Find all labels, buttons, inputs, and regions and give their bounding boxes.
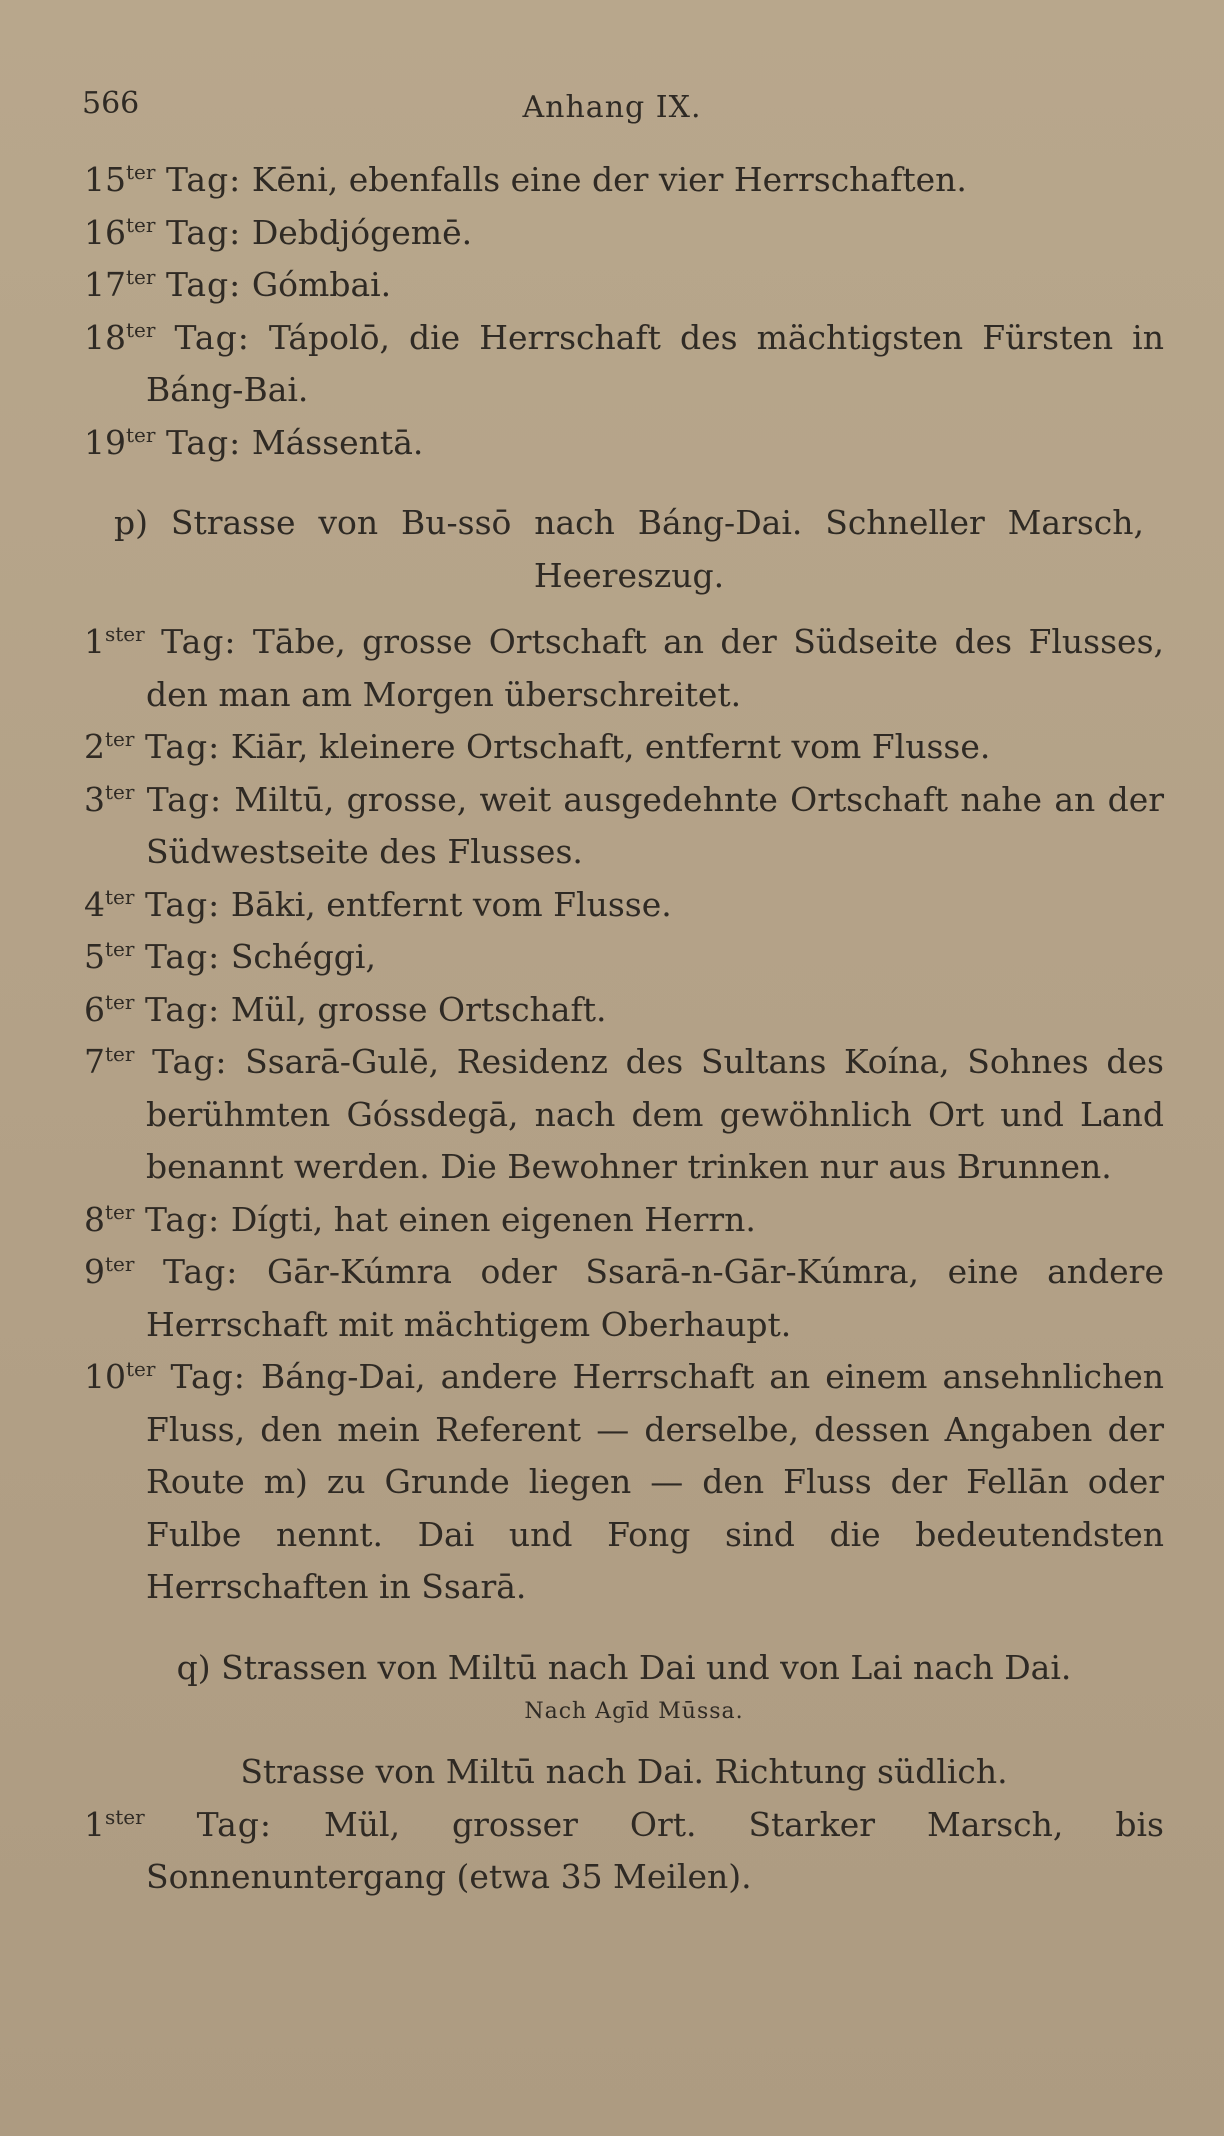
itinerary-entry [84,1351,1164,1614]
day-number: 1 [84,1804,105,1844]
page-body [84,154,1164,1904]
ordinal-suffix: ter [126,212,156,237]
itinerary-block-2 [84,616,1164,1614]
ordinal-suffix: ter [126,422,156,447]
entry-text: Dígti, hat einen eigenen Herrn. [230,1199,756,1239]
entry-text: Mássentā. [251,422,424,462]
page-header [0,86,1224,126]
entry-text: Gómbai. [251,265,392,304]
day-word: Tag: [196,1804,273,1844]
itinerary-entry [84,259,1164,312]
ordinal-suffix: ter [105,1042,135,1066]
day-word: Tag: [161,622,237,661]
day-word: Tag: [146,779,223,819]
entry-text: Bāki, entfernt vom Flusse. [230,884,672,924]
day-number: 1 [84,622,105,661]
day-label [84,990,220,1029]
entry-text: Tápolō, die Herrschaft des mächtigsten Fürsten in Báng-Bai. [146,317,1164,409]
day-number: 19 [84,422,126,462]
itinerary-entry [84,154,1164,207]
day-number: 18 [84,317,126,357]
entry-text: Kēni, ebenfalls eine der vier Herrschaften. [251,160,967,199]
ordinal-suffix: ter [105,989,135,1014]
day-word: Tag: [165,422,242,462]
day-number: 2 [84,727,105,766]
ordinal-suffix: ter [126,265,156,289]
day-number: 8 [84,1199,105,1239]
day-word: Tag: [165,265,242,304]
day-label [84,160,241,199]
itinerary-entry [84,207,1164,260]
entry-text: Gār-Kúmra oder Ssarā-n-Gār-Kúmra, eine andere Herrschaft mit mächtigem Oberhaupt. [146,1252,1164,1344]
ordinal-suffix: ter [105,727,135,751]
day-label [84,265,241,304]
entry-text: Kiār, kleinere Ortschaft, entfernt vom Flusse. [230,727,991,766]
day-number: 4 [84,884,105,924]
day-number: 10 [84,1357,126,1396]
day-label [84,423,241,462]
day-word: Tag: [165,212,242,252]
itinerary-entry [84,879,1164,932]
itinerary-entry [84,984,1164,1037]
entry-text: Mül, grosse Ortschaft. [230,989,607,1029]
ordinal-suffix: ter [105,884,135,909]
section-heading-p-line1: p) Strasse von Bu-ssō nach Báng-Dai. Schneller Marsch, [114,503,1144,542]
ordinal-suffix: ter [105,1252,135,1276]
day-word: Tag: [152,1042,228,1081]
day-word: Tag: [170,1357,246,1396]
ordinal-suffix: ter [126,317,156,342]
itinerary-entry [84,774,1164,879]
ordinal-suffix: ster [105,622,145,646]
itinerary-entry [84,1036,1164,1194]
section-heading-q: q) Strassen von Miltū nach Dai und von Lai nach Dai. [176,1647,1072,1687]
ordinal-suffix: ter [126,1357,156,1381]
section-heading-p [84,497,1164,602]
day-number: 15 [84,160,126,199]
day-word: Tag: [144,989,221,1029]
itinerary-entry [84,1246,1164,1351]
itinerary-block-3 [84,1799,1164,1904]
day-word: Tag: [174,317,250,357]
day-number: 7 [84,1042,105,1081]
day-word: Tag: [144,1199,221,1239]
itinerary-entry [84,417,1164,470]
itinerary-entry [84,1194,1164,1247]
entry-text: Báng-Dai, andere Herrschaft an einem ansehnlichen Fluss, den mein Referent — derselbe, dessen Angaben der Route m) zu Grunde liegen — den Fluss der Fellān oder Fulbe nennt. Dai und Fong sind die bedeutendsten Herrschaften in Ssarā. [146,1357,1164,1606]
day-word: Tag: [163,1252,239,1291]
entry-text: Ssarā-Gulē, Residenz des Sultans Koína, Sohnes des berühmten Góssdegā, nach dem gewöhnlich Ort und Land benannt werden. Die Bewohner trinken nur aus Brunnen. [146,1042,1164,1186]
itinerary-entry [84,931,1164,984]
page-number: 566 [82,86,140,121]
itinerary-entry [84,312,1164,417]
ordinal-suffix: ter [105,1199,135,1224]
day-label [84,318,250,357]
itinerary-entry [84,616,1164,721]
day-label [84,622,237,661]
itinerary-entry [84,1799,1164,1904]
day-label [84,1357,246,1396]
day-label [84,213,241,252]
day-number: 17 [84,265,126,304]
route-subheading: Strasse von Miltū nach Dai. Richtung südlich. [240,1752,1008,1791]
ordinal-suffix: ter [105,937,135,961]
day-number: 16 [84,212,126,252]
day-word: Tag: [144,937,221,976]
entry-text: Mül, grosser Ort. Starker Marsch, bis Sonnenuntergang (etwa 35 Meilen). [146,1804,1164,1896]
section-heading-p-line2: Heereszug. [533,555,725,595]
day-label [84,1042,227,1081]
ordinal-suffix: ter [126,160,156,184]
day-label [84,1252,238,1291]
entry-text: Debdjógemē. [251,212,473,252]
ordinal-suffix: ster [105,1804,145,1829]
day-number: 9 [84,1252,105,1291]
day-word: Tag: [144,727,221,766]
day-label [84,1200,220,1239]
itinerary-entry [84,721,1164,774]
day-number: 3 [84,779,105,819]
itinerary-block-1 [84,154,1164,469]
source-attribution: Nach Agīd Mūssa. [524,1699,744,1724]
entry-text: Miltū, grosse, weit ausgedehnte Ortschaft nahe an der Südwestseite des Flusses. [146,779,1164,871]
running-head: Anhang IX. [522,90,702,125]
day-label [84,780,222,819]
day-word: Tag: [144,884,221,924]
day-label [84,885,220,924]
day-label [84,1805,272,1844]
day-number: 6 [84,989,105,1029]
day-label [84,727,220,766]
day-word: Tag: [165,160,242,199]
day-label [84,937,220,976]
ordinal-suffix: ter [105,779,135,804]
entry-text: Tābe, grosse Ortschaft an der Südseite des Flusses, den man am Morgen überschreitet. [146,622,1164,714]
entry-text: Schéggi, [230,937,376,976]
day-number: 5 [84,937,105,976]
